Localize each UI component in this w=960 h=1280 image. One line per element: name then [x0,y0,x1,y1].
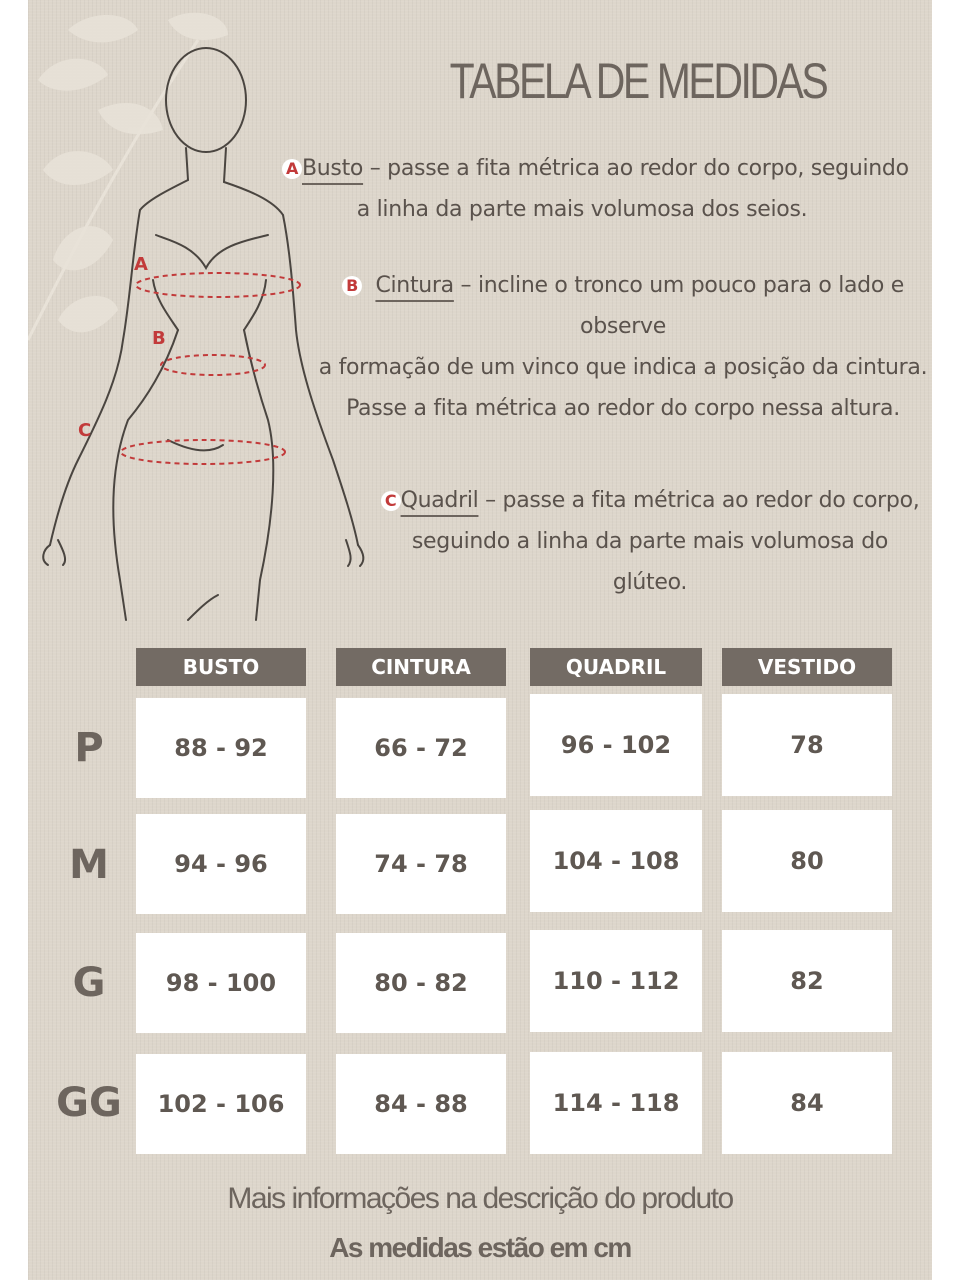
column-header-vestido: VESTIDO [722,648,892,686]
instruction-quadril-name: Quadril [400,488,479,513]
table-cell: 66 - 72 [336,698,506,798]
column-header-busto: BUSTO [136,648,306,686]
table-cell: 96 - 102 [530,694,702,796]
table-cell: 88 - 92 [136,698,306,798]
badge-c: C [381,491,401,511]
badge-b: B [342,276,362,296]
size-label-g: G [72,960,106,1006]
footer-units: As medidas estão em cm [329,1232,631,1263]
instruction-cintura-text2: observe [580,314,666,339]
instruction-quadril [372,480,928,603]
instruction-cintura-name: Cintura [375,273,454,298]
figure-label-c: C [78,420,92,441]
instruction-busto-text: – passe a fita métrica ao redor do corpo, seguindo [363,156,909,181]
instruction-cintura [318,265,928,429]
table-cell: 80 [722,810,892,912]
size-chart-sheet [28,0,932,1280]
column-header-quadril: QUADRIL [530,648,702,686]
size-label-m: M [69,842,109,888]
size-label-gg: GG [56,1080,122,1126]
table-cell: 74 - 78 [336,814,506,914]
instruction-cintura-text3: a formação de um vinco que indica a posição da cintura. [318,355,928,380]
instruction-busto-text2: a linha da parte mais volumosa dos seios. [356,197,808,222]
table-cell: 80 - 82 [336,933,506,1033]
badge-a: A [282,159,302,179]
table-cell: 102 - 106 [136,1054,306,1154]
table-cell: 98 - 100 [136,933,306,1033]
instruction-quadril-text2: seguindo a linha da parte mais volumosa do [411,529,889,554]
table-cell: 82 [722,930,892,1032]
table-cell: 114 - 118 [530,1052,702,1154]
column-header-cintura: CINTURA [336,648,506,686]
figure-label-b: B [152,328,166,349]
instruction-cintura-text4: Passe a fita métrica ao redor do corpo nessa altura. [346,396,900,421]
instruction-cintura-text: – incline o tronco um pouco para o lado e [453,273,904,298]
instruction-busto-name: Busto [302,156,364,181]
footer-info: Mais informações na descrição do produto [227,1182,733,1215]
instruction-quadril-text3: glúteo. [612,570,688,595]
instruction-busto [282,148,922,230]
instruction-quadril-text: – passe a fita métrica ao redor do corpo, [478,488,920,513]
size-label-p: P [74,725,104,771]
table-cell: 110 - 112 [530,930,702,1032]
page-title: TABELA DE MEDIDAS [449,53,827,109]
table-cell: 94 - 96 [136,814,306,914]
table-cell: 84 [722,1052,892,1154]
table-cell: 104 - 108 [530,810,702,912]
table-cell: 84 - 88 [336,1054,506,1154]
table-cell: 78 [722,694,892,796]
figure-label-a: A [134,254,148,275]
